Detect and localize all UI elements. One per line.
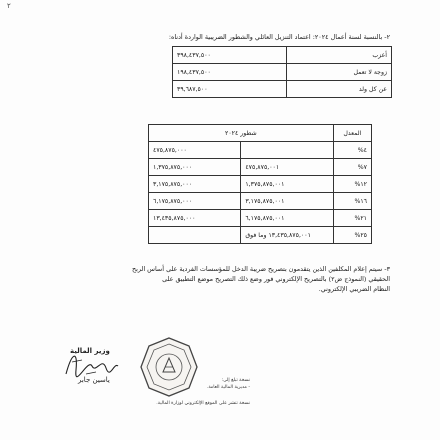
deduction-label: أعزب <box>287 47 392 64</box>
page-number: ٢ <box>7 2 11 10</box>
distribution-publish-line: نسخة تنشر على الموقع الإلكتروني لوزارة المالية. <box>156 401 250 406</box>
bracket-rate: ١٦% <box>333 193 371 210</box>
bracket-from: ١٣,٤٣٥,٨٧٥,٠٠١ وما فوق <box>241 227 333 244</box>
table-row <box>149 159 372 176</box>
bracket-rate: ٢١% <box>333 210 371 227</box>
table-row <box>149 193 372 210</box>
bracket-rate: ٧% <box>333 159 371 176</box>
distribution-line: نسخة تبلغ إلى: <box>221 378 250 383</box>
table-row <box>173 81 392 98</box>
signatory-title: وزير المالية <box>70 347 110 355</box>
section3-paragraph <box>38 265 390 295</box>
section3-line: الحقيقي (النموذج ض٢) بالتصريح الإلكتروني فور وضع ذلك التصريح موضع التطبيق على <box>162 274 390 283</box>
table-row <box>149 210 372 227</box>
bracket-header: شطور ٢٠٢٤ <box>149 125 334 142</box>
deduction-label: عن كل ولد <box>287 81 392 98</box>
deduction-value: ٣٩,٦٨٧,٥٠٠ <box>173 81 287 98</box>
bracket-from <box>241 142 333 159</box>
bracket-rate: ٢٥% <box>333 227 371 244</box>
bracket-from: ١,٣٧٥,٨٧٥,٠٠١ <box>241 176 333 193</box>
table-row <box>173 64 392 81</box>
deduction-value: ٣٩٨,٤٣٧,٥٠٠ <box>173 47 287 64</box>
family-deduction-table <box>172 46 392 98</box>
bracket-to: ٦,١٧٥,٨٧٥,٠٠٠ <box>149 193 241 210</box>
bracket-from: ٤٧٥,٨٧٥,٠٠١ <box>241 159 333 176</box>
section3-line: ٣- سيتم إعلام المكلفين الذين يتقدمون بتصريح ضريبة الدخل للمؤسسات الفردية على أساس الربح <box>131 265 390 273</box>
distribution-block <box>120 377 250 392</box>
distribution-line: - مديرية المالية العامة. <box>206 385 250 391</box>
bracket-to: ١,٣٧٥,٨٧٥,٠٠٠ <box>149 159 241 176</box>
section2-heading: ٢- بالنسبة لسنة أعمال ٢٠٢٤: اعتماد التنزيل العائلي والشطور الضريبية الواردة أدناه: <box>168 33 390 41</box>
table-row <box>149 176 372 193</box>
deduction-label: زوجة لا تعمل <box>287 64 392 81</box>
bracket-to <box>149 227 241 244</box>
bracket-rate: ٤% <box>333 142 371 159</box>
table-row <box>149 142 372 159</box>
table-header-row <box>149 125 372 142</box>
tax-bracket-table <box>148 124 372 244</box>
rate-header: المعدل <box>333 125 371 142</box>
bracket-to: ٣,١٧٥,٨٧٥,٠٠٠ <box>149 176 241 193</box>
bracket-to: ٤٧٥,٨٧٥,٠٠٠ <box>149 142 241 159</box>
table-row <box>173 47 392 64</box>
section3-line: النظام الضريبي الإلكتروني. <box>318 284 390 293</box>
bracket-rate: ١٢% <box>333 176 371 193</box>
bracket-from: ٣,١٧٥,٨٧٥,٠٠١ <box>241 193 333 210</box>
table-row <box>149 227 372 244</box>
signatory-name: ياسين جابر <box>78 376 110 384</box>
deduction-value: ١٩٨,٤٣٧,٥٠٠ <box>173 64 287 81</box>
bracket-to: ١٣,٤٣٥,٨٧٥,٠٠٠ <box>149 210 241 227</box>
bracket-from: ٦,١٧٥,٨٧٥,٠٠١ <box>241 210 333 227</box>
